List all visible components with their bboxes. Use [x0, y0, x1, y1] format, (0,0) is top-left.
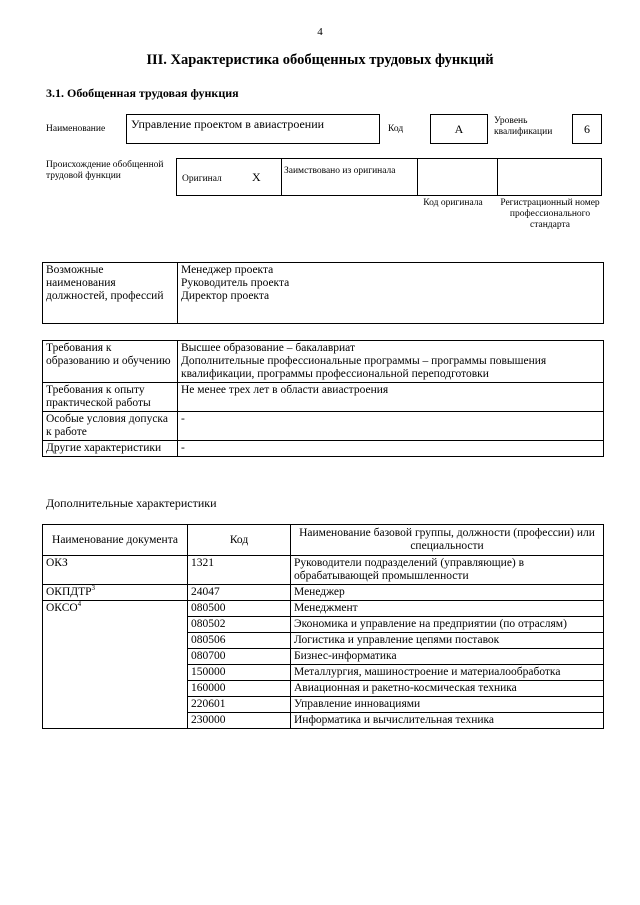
cell-code: 080700: [188, 649, 291, 665]
position-item: Руководитель проекта: [181, 277, 290, 289]
table-row: [43, 556, 604, 585]
col-header-doc: Наименование документа: [43, 525, 188, 556]
req-other-value: -: [178, 441, 604, 457]
origin-label: Происхождение обобщенной трудовой функции: [46, 160, 164, 181]
req-experience-label: Требования к опыту практической работы: [43, 383, 178, 412]
otf-code-label: Код: [388, 124, 404, 134]
cell-doc: [43, 601, 188, 729]
cell-code: 220601: [188, 697, 291, 713]
position-item: Менеджер проекта: [181, 264, 274, 276]
cell-code: 080500: [188, 601, 291, 617]
cell-name: Управление инновациями: [291, 697, 604, 713]
col-header-code: Код: [188, 525, 291, 556]
req-line: Дополнительные профессиональные программы – программы повышения квалификации, программы профессиональной переподготовки: [181, 355, 547, 380]
req-line: Высшее образование – бакалавриат: [181, 342, 355, 354]
cell-name: Менеджмент: [291, 601, 604, 617]
position-item: Директор проекта: [181, 290, 270, 302]
doc-name: ОКПДТР: [46, 586, 92, 598]
requirements-table: [42, 340, 604, 457]
cell-code: 1321: [188, 556, 291, 585]
cell-code: 24047: [188, 585, 291, 601]
origin-code-original-label: Код оригинала: [423, 198, 483, 208]
cell-code: 230000: [188, 713, 291, 729]
cell-name: Информатика и вычислительная техника: [291, 713, 604, 729]
col-header-name: Наименование базовой группы, должности (профессии) или специальности: [291, 525, 604, 556]
cell-name: Логистика и управление цепями поставок: [291, 633, 604, 649]
origin-borrowed-label: Заимствовано из оригинала: [284, 166, 396, 176]
origin-original-mark: Х: [252, 170, 261, 184]
positions-values: [178, 263, 604, 324]
req-other-label: Другие характеристики: [43, 441, 178, 457]
req-admission-label: Особые условия допуска к работе: [43, 412, 178, 441]
table-row: [43, 585, 604, 601]
cell-code: 150000: [188, 665, 291, 681]
otf-level-value: 6: [572, 114, 602, 144]
cell-name: Руководители подразделений (управляющие) в обрабатывающей промышленности: [291, 556, 604, 585]
cell-code: 160000: [188, 681, 291, 697]
origin-reg-number-label: Регистрационный номер профессионального стандарта: [500, 198, 600, 230]
additional-table: [42, 524, 604, 729]
req-admission-value: -: [178, 412, 604, 441]
cell-name: Менеджер: [291, 585, 604, 601]
cell-name: Авиационная и ракетно-космическая техника: [291, 681, 604, 697]
otf-level-label: Уровень квалификации: [494, 116, 553, 137]
section-title: III. Характеристика обобщенных трудовых функций: [146, 52, 494, 68]
cell-doc: [43, 585, 188, 601]
cell-name: Бизнес-информатика: [291, 649, 604, 665]
otf-name-label: Наименование: [46, 124, 106, 134]
additional-title: Дополнительные характеристики: [46, 496, 217, 510]
otf-name-value: Управление проектом в авиастроении: [126, 114, 380, 144]
origin-box: [176, 158, 602, 196]
cell-code: 080506: [188, 633, 291, 649]
cell-name: Металлургия, машиностроение и материалообработка: [291, 665, 604, 681]
req-education-value: [178, 341, 604, 383]
footnote-mark: 3: [91, 584, 96, 593]
doc-name: ОКЗ: [46, 557, 68, 569]
doc-name: ОКСО: [46, 602, 78, 614]
req-experience-value: Не менее трех лет в области авиастроения: [178, 383, 604, 412]
footnote-mark: 4: [77, 600, 82, 609]
subsection-title: 3.1. Обобщенная трудовая функция: [46, 86, 239, 100]
table-row: [43, 601, 604, 617]
req-education-label: Требования к образованию и обучению: [43, 341, 178, 383]
cell-doc: [43, 556, 188, 585]
otf-code-value: А: [430, 114, 488, 144]
positions-label: Возможные наименования должностей, профессий: [43, 263, 178, 324]
cell-name: Экономика и управление на предприятии (по отраслям): [291, 617, 604, 633]
page-number: 4: [317, 26, 323, 38]
positions-table: [42, 262, 604, 324]
origin-original-label: Оригинал: [182, 174, 222, 184]
cell-code: 080502: [188, 617, 291, 633]
